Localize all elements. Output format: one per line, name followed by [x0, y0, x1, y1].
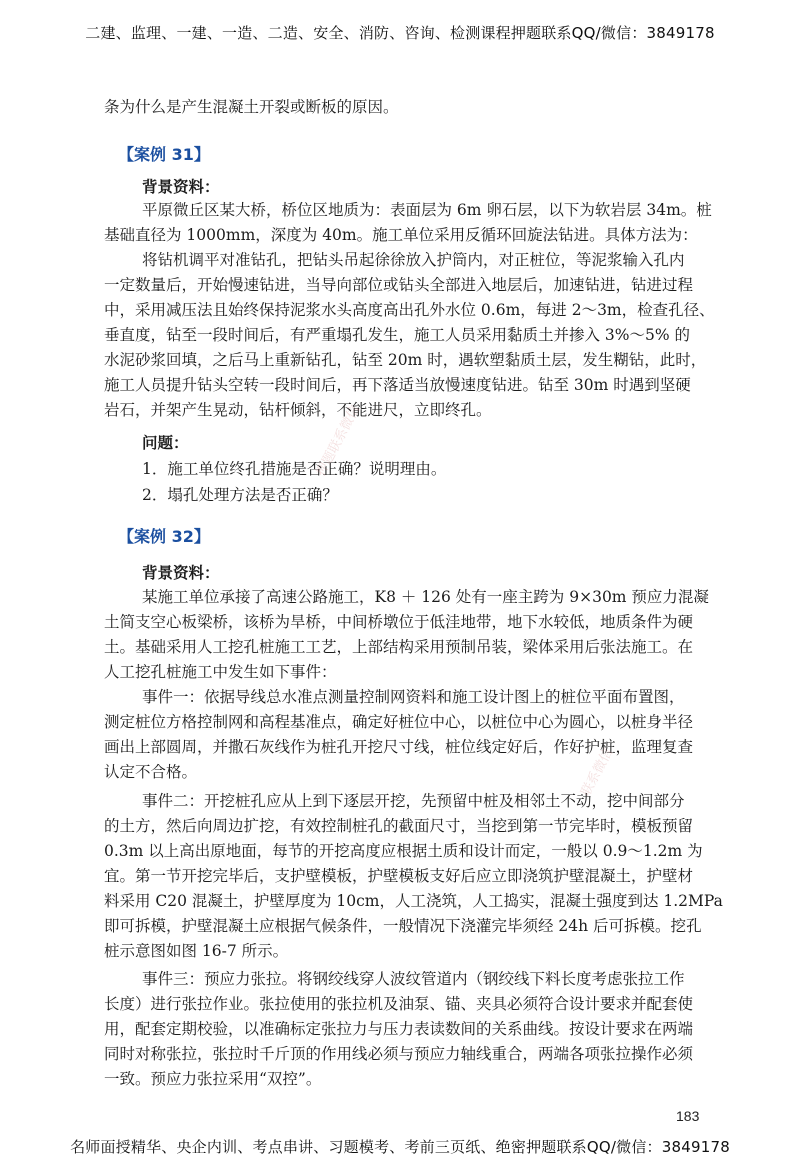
watermark: 押题联系微信 [313, 402, 364, 479]
case32-line: 土简支空心板梁桥，该桥为旱桥，中间桥墩位于低洼地带，地下水较低，地质条件为硬 [104, 613, 694, 631]
case32-line: 桩示意图如图 16-7 所示。 [104, 942, 289, 960]
case31-question: 1．施工单位终孔措施是否正确？说明理由。 [142, 460, 447, 478]
case32-title: 【案例 32】 [118, 527, 210, 546]
case31-line: 将钻机调平对准钻孔，把钻头吊起徐徐放入护筒内，对正桩位，等泥浆输入孔内 [142, 251, 685, 269]
case32-line: 测定桩位方格控制网和高程基准点，确定好桩位中心，以桩位中心为圆心，以桩身半径 [104, 713, 694, 731]
case31-background-label: 背景资料： [142, 178, 220, 196]
case32-line: 用，配套定期校验，以准确标定张拉力与压力表读数间的关系曲线。按设计要求在两端 [104, 1020, 694, 1038]
case32-line: 认定不合格。 [104, 763, 198, 781]
case32-background-label: 背景资料： [142, 564, 220, 582]
case32-line: 事件二：开挖桩孔应从上到下逐层开挖，先预留中桩及相邻土不动，挖中间部分 [142, 792, 685, 810]
case32-line: 同时对称张拉，张拉时千斤顶的作用线必须与预应力轴线重合，两端各项张拉操作必须 [104, 1045, 694, 1063]
case32-line: 事件三：预应力张拉。将钢绞线穿人波纹管道内（钢绞线下料长度考虑张拉工作 [142, 970, 685, 988]
case32-line: 长度）进行张拉作业。张拉使用的张拉机及油泵、锚、夹具必须符合设计要求并配套使 [104, 995, 694, 1013]
case32-line: 人工挖孔桩施工中发生如下事件： [104, 663, 337, 681]
case31-line: 基础直径为 1000mm，深度为 40m。施工单位采用反循环回旋法钻进。具体方法为： [104, 226, 698, 244]
header-banner: 二建、监理、一建、一造、二造、安全、消防、咨询、检测课程押题联系QQ/微信：3849178 [85, 24, 715, 42]
footer-banner: 名师面授精华、央企内训、考点串讲、习题模考、考前三页纸、绝密押题联系QQ/微信：3849178 [70, 1138, 730, 1156]
case31-line: 水泥砂浆回填，之后马上重新钻孔，钻至 20m 时，遇软塑黏质土层，发生糊钻，此时， [104, 351, 707, 369]
case31-line: 一定数量后，开始慢速钻进，当导向部位或钻头全部进入地层后，加速钻进，钻进过程 [104, 276, 694, 294]
case32-line: 某施工单位承接了高速公路施工，K8 ＋ 126 处有一座主跨为 9×30m 预应力混凝 [142, 588, 709, 606]
case31-line: 平原微丘区某大桥，桥位区地质为：表面层为 6m 卵石层，以下为软岩层 34m。桩 [142, 201, 712, 219]
case31-line: 岩石，并架产生晃动，钻杆倾斜，不能进尺，立即终孔。 [104, 401, 492, 419]
case31-line: 中，采用减压法且始终保持泥浆水头高度高出孔外水位 0.6m，每进 2～3m，检查孔径、 [104, 301, 715, 319]
case32-line: 料采用 C20 混凝土，护壁厚度为 10cm，人工浇筑，人工捣实，混凝土强度到达 1.2MPa [104, 892, 723, 910]
case31-line: 垂直度，钻至一段时间后，有严重塌孔发生，施工人员采用黏质土并掺入 3%～5% 的 [104, 326, 691, 344]
page-number: 183 [676, 1108, 700, 1124]
case32-line: 宜。第一节开挖完毕后，支护壁模板，护壁模板支好后应立即浇筑护壁混凝土，护壁材 [104, 867, 694, 885]
case32-line: 0.3m 以上高出原地面，每节的开挖高度应根据土质和设计而定，一般以 0.9～1.2m 为 [104, 842, 703, 860]
case32-line: 事件一：依据导线总水准点测量控制网资料和施工设计图上的桩位平面布置图， [142, 688, 685, 706]
case32-line: 画出上部圆周，并撒石灰线作为桩孔开挖尺寸线，桩位线定好后，作好护桩，监理复查 [104, 738, 694, 756]
case31-title: 【案例 31】 [118, 145, 210, 164]
case31-line: 施工人员提升钻头空转一段时间后，再下落适当放慢速度钻进。钻至 30m 时遇到坚硬 [104, 376, 691, 394]
watermark: 联系微信 [578, 745, 617, 799]
intro-line: 条为什么是产生混凝土开裂或断板的原因。 [104, 98, 399, 116]
case31-question: 2．塌孔处理方法是否正确？ [142, 486, 338, 504]
case32-line: 即可拆模，护壁混凝土应根据气候条件，一般情况下浇灌完毕须经 24h 后可拆模。挖孔 [104, 917, 702, 935]
case32-line: 一致。预应力张拉采用“双控”。 [104, 1070, 322, 1088]
case32-line: 土。基础采用人工挖孔桩施工工艺，上部结构采用预制吊装，梁体采用后张法施工。在 [104, 638, 694, 656]
case31-question-label: 问题： [142, 434, 189, 452]
case32-line: 的土方，然后向周边扩挖，有效控制桩孔的截面尺寸，当挖到第一节完毕时，模板预留 [104, 817, 694, 835]
